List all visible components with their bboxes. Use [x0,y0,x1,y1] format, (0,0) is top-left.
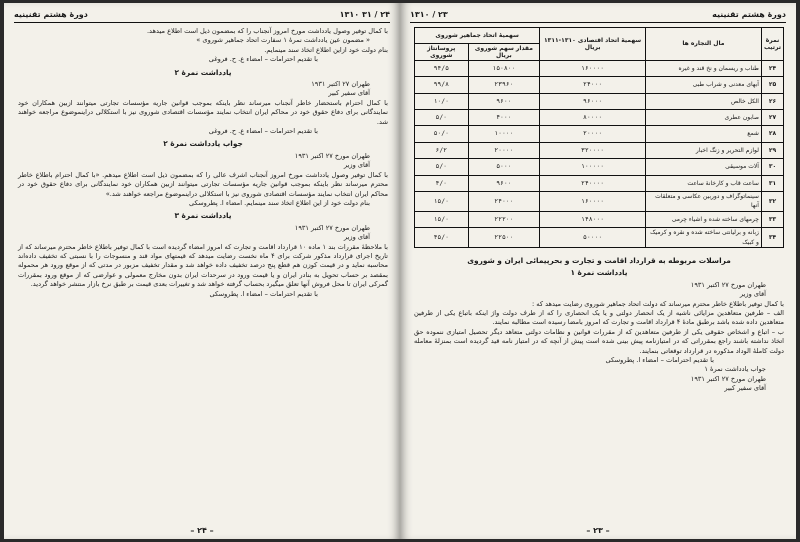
reply-2-body: با کمال توفیر وصول یادداشت مورخ امروز آنجناب اشرف عالی را که بمضمون ذیل است اطلاع میدهم. «با کمال احترام باطلاع خاطر محترم میرساند نظر باینکه بموجب قوانین جاریه مؤسسات تجارتی میتوانند ازبین همکاران خود نمایندگانی برای دفاع حقوق خود در محاکم ایران انتخاب نمایند مؤسسات اقتصادی شوروی نیز با استکلالی دراینموضوع مراجعه خواهند شد.» [18,170,388,198]
table-row [415,159,784,175]
cell-percent: ۱۵/۰ [415,191,469,211]
right-header-title: دورهٔ هشتم تقنینیه [712,9,786,19]
note-2-body: با کمال احترام باستحضار خاطر آنجناب میرساند نظر باینکه بموجب قوانین جاریه مؤسسات تجارتی میتوانند ازبین همکاران خود نمایندگانی برای دفاع حقوق خود در محاکم ایران انتخاب نمایند مؤسسات اقتصادی شوروی نیز با استکلالی دراینموضوع مراجعه خواهند شد. [18,98,388,126]
note-3-body: با ملاحظهٔ مقررات بند ۱ ماده ۱۰ قرارداد اقامت و تجارت که امروز امضاء گردیده است با کمال توفیر باطلاع خاطر محترم میرساند که از تاریخ اجرای قرارداد مذکور شرکت برای ۴ ماه نخست رضایت میدهد که قیمتهای مواد قند و منسوجات را با نسبتی که تخفیف داده‌اند محاسبه نماید و در قیمت کوزن هم قطع پنج درصد تخفیف داده خواهد شد و مقدار تخفیف مزبور در مدتی که از موقع ورود هر محموله بمقصد بر حساب تحویل به بنادر ایران و یا قیمت ورود در سرحدات ایران بدون مخارج معمولی و عوارضی که از موقع ورود بمقررات گمرکی ایران تا محل فروش آنها تعلق میگیرد بحساب گرفته خواهد شد و تغییرات بعدی قیمت بر طبق نرخ بازار منتشر خواهد گردید. [18,242,388,289]
cell-goods: سینماتوگراف و دوربین عکاسی و متعلقات آنها [645,191,761,211]
table-row [415,191,784,211]
table-row [415,60,784,76]
cell-index: ۳۲ [761,191,783,211]
cell-quota: ۴۰۰۰ [468,109,540,125]
table-row [415,228,784,248]
right-page-body [414,27,784,519]
col-header-group: سهمیهٔ اتحاد جماهیر شوروی [415,28,540,44]
cell-quota: ۱۰۰۰۰ [468,126,540,142]
quota-table [414,27,784,248]
cell-value: ۲۰۰۰۰ [540,126,646,142]
table-row [415,109,784,125]
table-row [415,175,784,191]
col-header-value: سهمیهٔ اتحاد اقتصادی ۱۳۱۰-۱۳۱۱ بریال [540,28,646,61]
heading-note-3: یادداشت نمرهٔ ۳ [174,211,232,221]
heading-reply-2: جواب یادداشت نمرهٔ ۲ [163,139,243,149]
cell-value: ۹۶۰۰۰ [540,93,646,109]
reply-1-heading: جواب یادداشت نمرهٔ ۱ [704,365,766,374]
correspondence-title: مراسلات مربوطه به قرارداد اقامت و تجارت و بحرپیمائی ایران و شوروی [467,255,731,265]
heading-note-1: یادداشت نمرهٔ ۱ [570,268,628,278]
note-3-signature: با تقدیم احترامات – امضاء ا. پطروسکی [209,289,318,298]
col-header-goods: مال التجاره ها [645,28,761,61]
cell-index: ۲۷ [761,109,783,125]
cell-index: ۳۱ [761,175,783,191]
cell-goods: الکل خالص [645,93,761,109]
reply-2-date: طهران مورخ ۲۷ اکتبر ۱۹۳۱ [294,151,370,160]
cell-goods: آبهای معدنی و شراب طبی [645,77,761,93]
table-row [415,211,784,227]
note-1-addressee: آقای وزیر [739,290,766,299]
cell-percent: ۹۹/۸ [415,77,469,93]
table-row [415,77,784,93]
note-1-clause-be: ب – اتباع و اشخاص حقوقی یکی از طرفین متعاهدین که از مقررات قوانین و نظامات دولتی متعاهد دیگر تحصیل امتیازی ننموده حق اتخاذ نداشته باشند راجع بمقرراتی که در امتیازنامه پیش بینی شده است پیش از آنچه که در امتیاز نامه قید گردیده است بمنزلهٔ معامله دولت کاملهٔ الوداد مذکوره در قرارداد توقعاتی بنمایند. [414,327,784,355]
heading-note-2: یادداشت نمرهٔ ۲ [174,67,232,77]
cell-value: ۲۴۰۰۰۰ [540,175,646,191]
cell-quota: ۲۲۵۰۰ [468,228,540,248]
cell-value: ۸۰۰۰۰ [540,109,646,125]
col-header-quota: مقدار سهم شوروی بریال [468,44,540,60]
cell-value: ۳۲۰۰۰۰ [540,142,646,158]
note-1-clause-alef: الف – طرفین متعاهدین مزایائی ناشیه از یک انحصار دولتی و یا یک انحصاری را که از طرف دولت واژ اینکه باتباع یکی از طرفین متعاهدین داده شده باشد برطبق مادهٔ ۴ قرارداد اقامت و تجارت که امروز بامضا رسیده است مطالبه نمایند. [414,308,784,327]
right-page [400,3,796,539]
reply-1-date: طهران مورخ ۲۷ اکتبر ۱۹۳۱ [690,374,766,383]
cell-index: ۲۹ [761,142,783,158]
cell-index: ۲۵ [761,77,783,93]
cell-percent: ۵/۰ [415,109,469,125]
table-row [415,126,784,142]
left-header-date: ۲۴ / ۳۱ ۱۳۱۰ [339,9,390,19]
cell-index: ۳۴ [761,228,783,248]
cell-goods: چرمهای ساخته شده و اشیاء چرمی [645,211,761,227]
cell-index: ۲۴ [761,60,783,76]
cell-percent: ۵/۰ [415,159,469,175]
left-page [4,3,400,539]
note-3-date: طهران مورخ ۲۷ اکتبر ۱۹۳۱ [294,223,370,232]
right-header-number: ۲۳ / ۱۳۱۰ [410,9,448,19]
cell-index: ۲۶ [761,93,783,109]
left-header-title: دورهٔ هشتم تقنینیه [14,9,88,19]
cell-index: ۳۳ [761,211,783,227]
cell-goods: صابون عطری [645,109,761,125]
right-page-header [410,7,786,23]
cell-goods: زبانه و برلیانتی ساخته شده و نقره و کرمیک و کبیک [645,228,761,248]
quota-table-body [415,60,784,247]
reply-2-addressee: آقای وزیر [343,161,370,170]
cell-quota: ۲۰۰۰۰ [468,142,540,158]
left-signature: با تقدیم احترامات – امضاء ع. ح. فروغی [208,55,318,64]
cell-goods: طناب و ریسمان و نخ قند و غیره [645,60,761,76]
cell-value: ۱۴۸۰۰۰ [540,211,646,227]
cell-goods: آلات موسیقی [645,159,761,175]
cell-index: ۳۰ [761,159,783,175]
note-2-date: طهران ۲۷ اکتبر ۱۹۳۱ [311,80,370,89]
cell-goods: ساعت قاب و کارخانهٔ ساعت [645,175,761,191]
cell-percent: ۶/۲ [415,142,469,158]
cell-goods: شمع [645,126,761,142]
left-para: بنام دولت خود ازاین اطلاع اتخاذ سند مینمایم. [264,45,388,54]
cell-quota: ۹۶۰۰ [468,175,540,191]
cell-value: ۱۶۰۰۰۰ [540,191,646,211]
cell-value: ۱۰۰۰۰۰ [540,159,646,175]
col-header-percent: پروسانتاژ شوروی [415,44,469,60]
note-1-signature: با تقدیم احترامات – امضاء ا. پطروسکی [605,355,714,364]
note-2-signature: با تقدیم احترامات – امضاء ع. ح. فروغی [208,127,318,136]
cell-quota: ۲۴۰۰۰ [468,191,540,211]
cell-quota: ۲۲۲۰۰ [468,211,540,227]
left-page-number: – ۲۴ – [190,526,214,535]
cell-quota: ۵۰۰۰ [468,159,540,175]
cell-percent: ۴/۰ [415,175,469,191]
cell-percent: ۹۴/۵ [415,60,469,76]
cell-value: ۲۴۰۰۰ [540,77,646,93]
cell-percent: ۱۰/۰ [415,93,469,109]
left-para: « مضمون عین یادداشت نمرهٔ ۱ سفارت اتحاد جماهیر شوروی » [196,36,370,45]
book-spread [4,3,796,539]
cell-percent: ۱۵/۰ [415,211,469,227]
cell-index: ۲۸ [761,126,783,142]
left-page-body [18,27,388,519]
cell-quota: ۹۶۰۰ [468,93,540,109]
cell-quota: ۱۵۰۸۰۰ [468,60,540,76]
table-row [415,142,784,158]
right-page-number: – ۲۳ – [586,526,610,535]
cell-value: ۱۶۰۰۰۰ [540,60,646,76]
table-row [415,93,784,109]
note-3-addressee: آقای وزیر [343,233,370,242]
cell-percent: ۴۵/۰ [415,228,469,248]
note-1-lead: با کمال توفیر باطلاع خاطر محترم میرساند که دولت اتحاد جماهیر شوروی رضایت میدهد که : [531,299,784,308]
reply-2-tail: بنام دولت خود از این اطلاع اتخاذ سند مینمایم. امضاء ا. پطروسکی [189,198,370,207]
note-1-date: طهران مورخ ۲۷ اکتبر ۱۹۳۱ [690,280,766,289]
cell-goods: لوازم التحریر و زنگ اخبار [645,142,761,158]
left-page-header [14,7,390,23]
left-para: با کمال توفیر وصول یادداشت مورخ امروز آنجناب را که بمضمون ذیل است اطلاع میدهد. [146,27,388,35]
note-2-addressee: آقای سفیر کبیر [328,89,370,98]
cell-value: ۵۰۰۰۰ [540,228,646,248]
col-header-index: نمرهٔ ترتیب [761,28,783,61]
cell-quota: ۲۳۹۶۰ [468,77,540,93]
cell-percent: ۵۰/۰ [415,126,469,142]
reply-1-addressee: آقای سفیر کبیر [724,384,766,393]
